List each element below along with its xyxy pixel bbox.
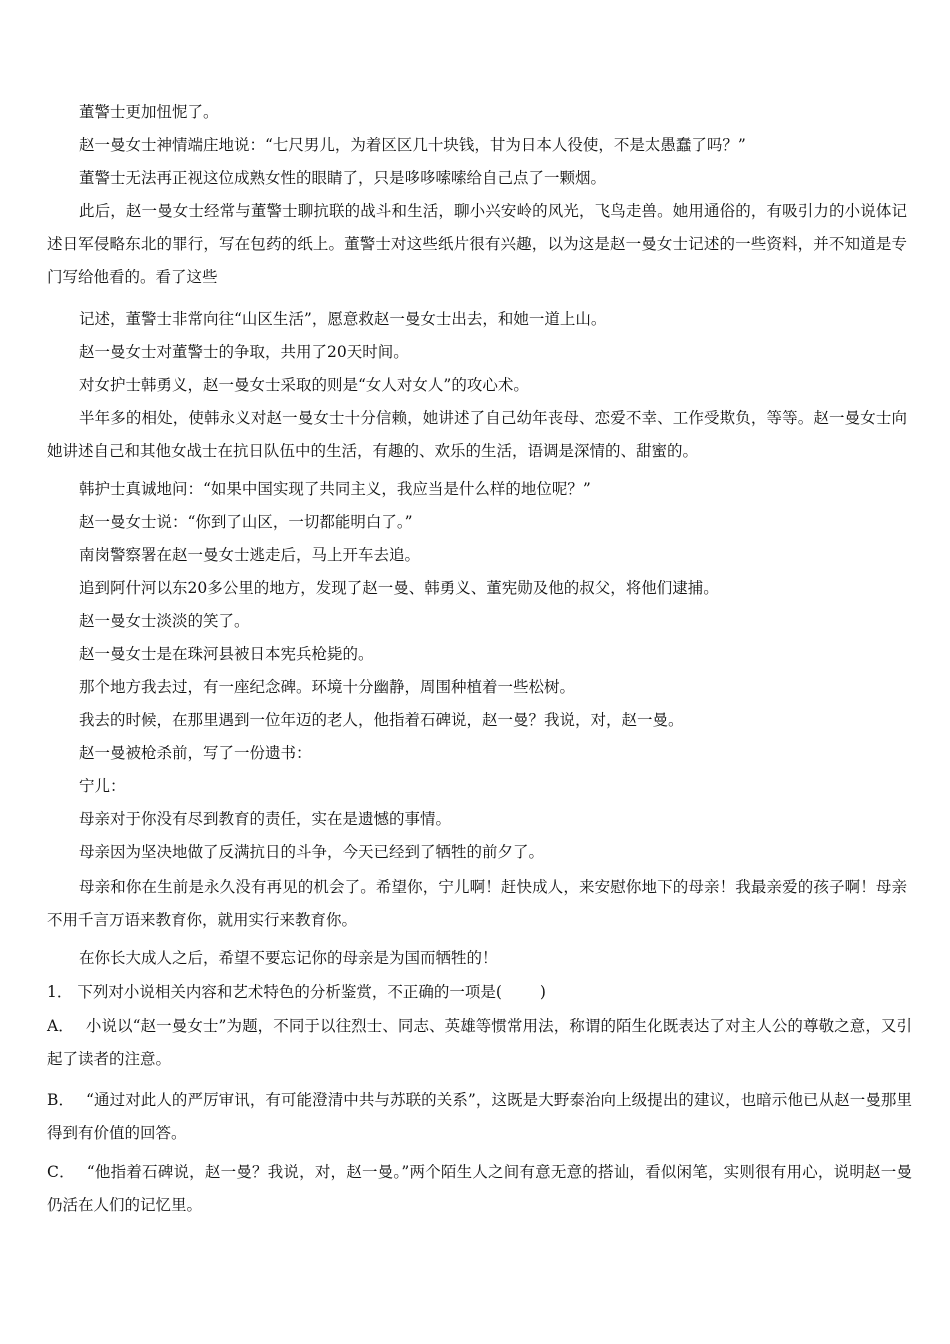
paragraph: 在你长大成人之后，希望不要忘记你的母亲是为国而牺牲的！ (79, 949, 498, 967)
paragraph: 南岗警察署在赵一曼女士逃走后，马上开车去追。 (79, 546, 421, 564)
option-b (47, 1084, 912, 1150)
option-letter: A． (47, 1017, 74, 1035)
option-c (47, 1156, 912, 1222)
paragraph: 赵一曼女士神情端庄地说：“七尺男儿，为着区区几十块钱，甘为日本人役使，不是太愚蠢了吗？” (79, 136, 746, 154)
option-text: “他指着石碑说，赵一曼？我说，对，赵一曼。”两个陌生人之间有意无意的搭讪，看似闲笔，实则很有用心，说明赵一曼仍活在人们的记忆里。 (47, 1163, 912, 1214)
paragraph: 母亲因为坚决地做了反满抗日的斗争，今天已经到了牺牲的前夕了。 (79, 843, 545, 861)
question-stem (47, 976, 912, 1009)
paragraph: 赵一曼女士淡淡的笑了。 (79, 612, 250, 630)
paragraph: 半年多的相处，使韩永义对赵一曼女士十分信赖，她讲述了自己幼年丧母、恋爱不幸、工作受欺负，等等。赵一曼女士向她讲述自己和其他女战士在抗日队伍中的生活，有趣的、欢乐的生活，语调是深情的、甜蜜的。 (47, 409, 907, 460)
paragraph: 追到阿什河以东20多公里的地方，发现了赵一曼、韩勇义、董宪勋及他的叔父，将他们逮捕。 (79, 579, 719, 597)
paragraph: 母亲和你在生前是永久没有再见的机会了。希望你，宁儿啊！赶快成人，来安慰你地下的母亲！我最亲爱的孩子啊！母亲不用千言万语来教育你，就用实行来教育你。 (47, 878, 907, 929)
paragraph: 赵一曼女士说：“你到了山区，一切都能明白了。” (79, 513, 413, 531)
paragraph: 宁儿： (79, 777, 126, 795)
paragraph: 母亲对于你没有尽到教育的责任，实在是遗憾的事情。 (79, 810, 452, 828)
question-text: 下列对小说相关内容和艺术特色的分析鉴赏，不正确的一项是( (77, 983, 502, 1001)
paragraph: 我去的时候，在那里遇到一位年迈的老人，他指着石碑说，赵一曼？我说，对，赵一曼。 (79, 711, 684, 729)
paragraph: 赵一曼女士是在珠河县被日本宪兵枪毙的。 (79, 645, 374, 663)
option-a (47, 1010, 912, 1076)
paragraph: 那个地方我去过，有一座纪念碑。环境十分幽静，周围种植着一些松树。 (79, 678, 576, 696)
paragraph: 赵一曼被枪杀前，写了一份遗书： (79, 744, 312, 762)
option-letter: B． (47, 1091, 75, 1109)
paragraph: 董警士无法再正视这位成熟女性的眼睛了，只是哆哆嗦嗦给自己点了一颗烟。 (79, 169, 607, 187)
option-text: 小说以“赵一曼女士”为题，不同于以往烈士、同志、英雄等惯常用法，称谓的陌生化既表达了对主人公的尊敬之意，又引起了读者的注意。 (47, 1017, 912, 1068)
paragraph: 韩护士真诚地问：“如果中国实现了共同主义，我应当是什么样的地位呢？” (79, 480, 591, 498)
option-letter: C． (47, 1163, 75, 1181)
option-text: “通过对此人的严厉审讯，有可能澄清中共与苏联的关系”，这既是大野泰治向上级提出的建议，也暗示他已从赵一曼那里得到有价值的回答。 (47, 1091, 912, 1142)
paragraph: 董警士更加忸怩了。 (79, 103, 219, 121)
question-text-end: ) (539, 983, 546, 1001)
paragraph: 记述，董警士非常向往“山区生活”，愿意救赵一曼女士出去，和她一道上山。 (79, 310, 607, 328)
paragraph: 赵一曼女士对董警士的争取，共用了20天时间。 (79, 343, 409, 361)
question-number: 1． (47, 983, 73, 1001)
paragraph: 此后，赵一曼女士经常与董警士聊抗联的战斗和生活，聊小兴安岭的风光，飞鸟走兽。她用通俗的，有吸引力的小说体记述日军侵略东北的罪行，写在包药的纸上。董警士对这些纸片很有兴趣，以为这是赵一曼女士记述的一些资料，并不知道是专门写给他看的。看了这些 (47, 202, 907, 286)
paragraph: 对女护士韩勇义，赵一曼女士采取的则是“女人对女人”的攻心术。 (79, 376, 529, 394)
